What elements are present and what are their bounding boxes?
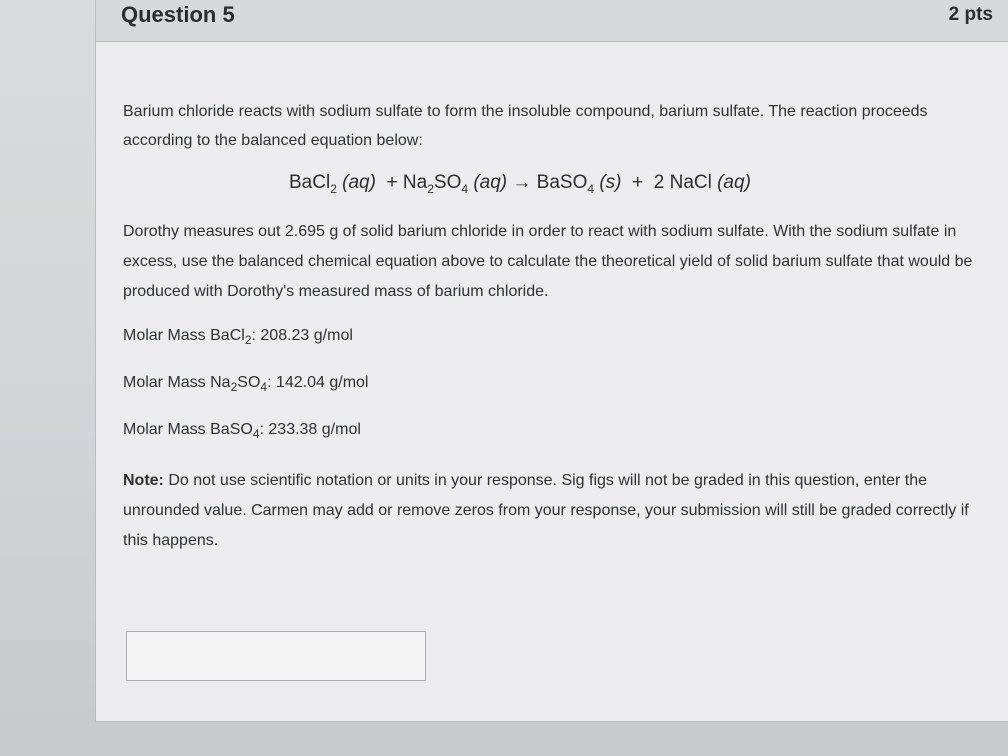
question-points: 2 pts	[948, 4, 993, 25]
plus-sign: +	[632, 172, 644, 193]
reactant-na2so4: $Na_2SO_4$	[402, 172, 469, 196]
question-header	[96, 0, 1008, 42]
state-aq-1: (aq)	[342, 172, 376, 193]
molar-mass-bacl2: Molar Mass BaCl$_2$: 208.23 g/mol	[123, 326, 353, 347]
question-card	[95, 0, 1008, 722]
molar-mass-na2so4: Molar Mass $Na_2SO_4$: 142.04 g/mol	[123, 373, 369, 394]
plus-sign: +	[386, 172, 398, 193]
coefficient: 2	[653, 172, 665, 193]
product-baso4: BaSO$_4$	[536, 172, 595, 196]
state-aq-3: (aq)	[717, 172, 751, 193]
problem-text: Dorothy measures out 2.695 g of solid barium chloride in order to react with sodium sulfate. With the sodium sulfate in excess, use the balanced chemical equation above to calculate the theoretical yield of solid barium sulfate that would be produced with Dorothy's measured mass of barium chloride.	[123, 222, 973, 300]
chemical-equation	[289, 168, 993, 204]
reactant-bacl2: BaCl$_2$	[289, 172, 337, 196]
product-nacl: NaCl	[669, 172, 712, 193]
note-text	[123, 466, 993, 556]
state-aq-2: (aq)	[473, 172, 508, 193]
molar-mass-baso4: Molar Mass BaSO$_4$: 233.38 g/mol	[123, 420, 361, 441]
question-body	[123, 97, 993, 556]
intro-text: Barium chloride reacts with sodium sulfate to form the insoluble compound, barium sulfate. The reaction proceeds according to the balanced equation below:	[123, 103, 928, 149]
note-label: Note:	[123, 471, 164, 489]
state-s: (s)	[599, 172, 622, 193]
reaction-arrow: →	[512, 172, 532, 193]
answer-input[interactable]	[126, 631, 426, 681]
question-title: Question 5	[121, 2, 235, 27]
note-body: Do not use scientific notation or units in your response. Sig figs will not be graded in this question, enter the unrounded value. Carmen may add or remove zeros from your response, your submission will still be graded correctly if this happens.	[123, 471, 969, 549]
